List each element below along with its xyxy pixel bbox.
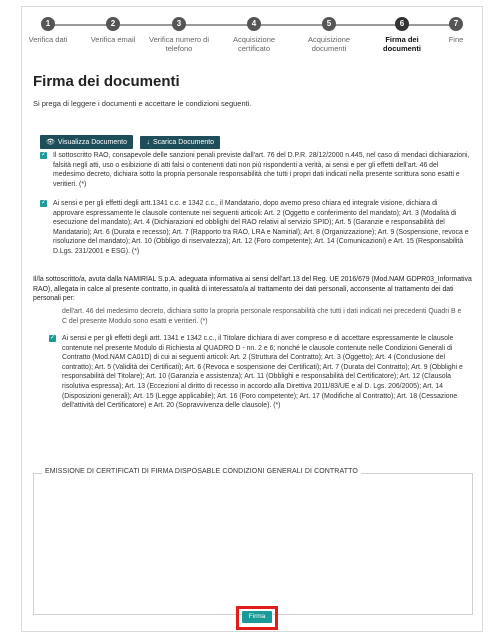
view-document-label: Visualizza Documento [57, 139, 128, 146]
step-label: Firma dei documenti [383, 35, 421, 53]
step-acquisizione-certificato[interactable] [219, 17, 289, 53]
step-number: 1 [41, 17, 55, 31]
section-fieldset [33, 468, 473, 615]
step-verifica-email[interactable] [78, 17, 148, 44]
step-number: 2 [106, 17, 120, 31]
download-document-button[interactable] [140, 136, 220, 149]
cutoff-clause-text: dell'art. 46 del medesimo decreto, dichiara sotto la propria personale responsabilità che tutti i dati indicati nei precedenti Quadri B e C del presente Modulo sono esatti e veritieri. (*) [62, 308, 462, 325]
step-label: Fine [448, 35, 464, 44]
step-number: 5 [322, 17, 336, 31]
step-acquisizione-documenti[interactable] [294, 17, 364, 53]
step-number: 4 [247, 17, 261, 31]
clause-text: Il sottoscritto RAO, consapevole delle sanzioni penali previste dall'art. 76 del D.P.R. 28/12/2000 n.445, nel caso di mendaci dichiarazioni, falsità negli atti, uso o esibizione di atti falsi o contenenti dati non più rispondenti a verità, ai sensi e per gli effetti dell'art. 46 del medesimo decreto, dichiara sotto la propria personale responsabilità che tutti i propri dati indicati nella presente scrittura sono esatti e veritieri. (*) [53, 152, 470, 188]
page-title: Firma dei documenti [33, 73, 180, 90]
step-label: Verifica email [90, 35, 136, 44]
highlight-box [236, 606, 278, 630]
step-verifica-telefono[interactable] [144, 17, 214, 53]
stepper [22, 17, 482, 67]
clause-general-conditions [49, 334, 463, 411]
section-legend: EMISSIONE DI CERTIFICATI DI FIRMA DISPOSABLE CONDIZIONI GENERALI DI CONTRATTO [42, 468, 361, 475]
step-label: Verifica numero di telefono [148, 35, 210, 53]
step-verifica-dati[interactable] [13, 17, 83, 44]
step-number: 3 [172, 17, 186, 31]
step-fine[interactable] [421, 17, 491, 44]
download-document-label: Scarica Documento [152, 139, 215, 146]
clause-checkbox[interactable]: ✓ [49, 335, 56, 341]
eye-icon: 👁 [46, 139, 55, 146]
step-label: Acquisizione documenti [307, 35, 351, 53]
view-document-button[interactable] [40, 135, 133, 149]
clause-checkbox[interactable]: ✓ [40, 200, 47, 206]
step-number: 7 [449, 17, 463, 31]
clause-text: Ai sensi e per gli effetti degli artt. 1341 e 1342 c.c., il Titolare dichiara di aver compreso e di accettare espressamente le clausole contenute nel presente Modulo di Richiesta al QUADRO D - nn. 2 e 6; nonché le clausole contenute nelle Condizioni Generali di Contratto (Mod.NAM CA01D) di cui ai seguenti articoli: Art. 2 (Struttura del Contratto); Art. 3 (Oggetto); Art. 4 (Conclusione del contratto); Art. 5 (Validità dei Certificati); Art. 6 (Revoca e sospensione dei Certificati); Art. 7 (Durata del Contratto); Art. 9 (Obblighi e responsabilità del Titolare); Art. 10 (Garanzia e assistenza); Art. 11 (Obblighi e responsabilità del Certificatore); Art. 12 (Clausola risolutiva espressa); Art. 13 (Eccezioni al diritto di recesso in accordo alla Direttiva 2011/83/UE e al D. Lgs. 206/2005); Art. 14 (Disposizioni generali); Art. 15 (Legge applicabile); Art. 16 (Foro competente); Art. 17 (Modifiche al Contratto); Art. 18 (Cessazione dell'attività del Certificatore) e Art. 20 (Sopravvivenza delle clausole). (*) [62, 335, 463, 410]
clause-declaration [40, 151, 470, 189]
document-toolbar [40, 131, 223, 149]
privacy-consent-text: Il/la sottoscritto/a, avuta dalla NAMIRIAL S.p.A. adeguata informativa ai sensi dell'art.13 del Reg. UE 2016/679 (Mod.NAM GDPR03_Informativa RAO), allegata in calce al presente contratto, in qualità di interessato/a al trattamento dei dati personali, acconsente al trattamento dei dati personali per: [33, 276, 472, 303]
download-icon: ↓ [146, 139, 150, 146]
step-number: 6 [395, 17, 409, 31]
clause-approval [40, 199, 470, 257]
step-label: Verifica dati [28, 35, 68, 44]
sign-button[interactable]: Firma [242, 611, 272, 623]
step-label: Acquisizione certificato [232, 35, 276, 53]
clause-checkbox[interactable]: ✓ [40, 152, 47, 158]
signing-panel [21, 6, 483, 632]
clause-text: Ai sensi e per gli effetti degli artt.1341 c.c. e 1342 c.c., il Mandatario, dopo avemo preso chiara ed integrale visione, dichiara di approvare espressamente le clausole contenute nei seguenti articoli: Art. 2 (Oggetto e conferimento del mandato); Art. 3 (Modalità di esecuzione del mandato); Art. 4 (Dichiarazioni ed obblighi del RAO relativi al servizio SPID); Art. 5 (Garanzie e responsabilità del Mandatario); Art. 6 (Durata e recesso); Art. 7 (Rapporto tra RAO, LRA e Namirial); Art. 8 (Organizzazione); Art. 9 (Sospensione, revoca e risoluzione del mandato); Art. 10 (Obbligo di riservatezza); Art. 12 (Foro competente); Art. 14 (Comunicazioni) e Art. 15 (Responsabilità D.Lgs. 231/2001 e ESG). (*) [53, 200, 469, 255]
page-subtitle: Si prega di leggere i documenti e accettare le condizioni seguenti. [33, 99, 252, 108]
